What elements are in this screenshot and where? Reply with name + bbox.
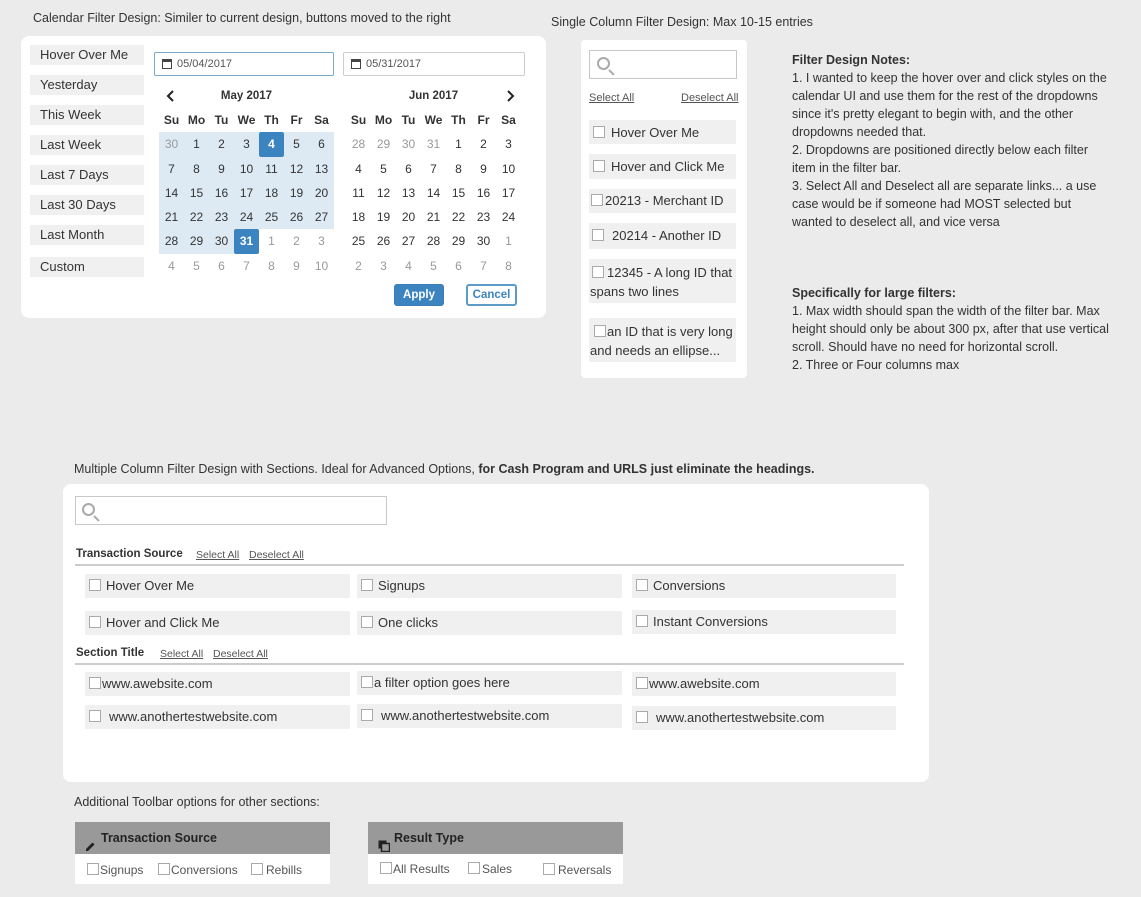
preset-last-7-days[interactable]: Last 7 Days [30, 165, 144, 185]
calendar-day[interactable]: 11 [352, 185, 365, 200]
preset-custom[interactable]: Custom [30, 257, 144, 277]
calendar-day[interactable]: 25 [259, 205, 284, 229]
apply-button[interactable]: Apply [394, 284, 444, 306]
notes-line: 2. Dropdowns are positioned directly below each filter [792, 143, 1088, 157]
calendar-day[interactable]: 27 [309, 205, 334, 229]
calendar-day[interactable]: 27 [401, 234, 416, 249]
calendar-day[interactable]: 4 [405, 258, 412, 273]
section-deselect-all-link[interactable]: Deselect All [213, 648, 268, 660]
calendar-day[interactable]: 7 [480, 258, 487, 273]
notes-line: height should only be about 300 px, after that use vertical [792, 322, 1109, 336]
calendar-day[interactable]: 17 [501, 185, 516, 200]
calendar-day[interactable]: 9 [209, 157, 234, 181]
checkbox[interactable] [361, 616, 373, 628]
calendar-day[interactable]: 30 [209, 229, 234, 253]
multi-list-item[interactable]: www.anothertestwebsite.com [632, 706, 896, 730]
calendar-day[interactable]: 18 [259, 181, 284, 205]
single-deselect-all-link[interactable]: Deselect All [681, 92, 739, 104]
checkbox[interactable] [380, 862, 392, 874]
toolbar-group-title: Result Type [394, 831, 464, 845]
multi-list-item[interactable]: Hover Over Me [85, 574, 350, 598]
multi-list-item[interactable]: One clicks [357, 611, 622, 635]
filter-design-notes [792, 51, 1132, 231]
multi-search-input[interactable] [75, 496, 387, 525]
search-icon [597, 57, 610, 70]
weekday-label: Sa [501, 113, 516, 127]
calendar-day[interactable]: 15 [184, 181, 209, 205]
weekday-label: Su [163, 113, 180, 127]
checkbox[interactable] [87, 863, 99, 875]
caption-plain: Multiple Column Filter Design with Sections. Ideal for Advanced Options, [74, 462, 479, 476]
calendar-day[interactable]: 22 [184, 205, 209, 229]
checkbox[interactable] [594, 325, 606, 337]
calendar-day[interactable]: 3 [318, 234, 325, 249]
notes-line: wanted to deselect all, and vice versa [792, 215, 1000, 229]
checkbox[interactable] [636, 579, 648, 591]
calendar-day[interactable]: 26 [376, 234, 391, 249]
notes-line: case would be if someone had MOST selected but [792, 197, 1072, 211]
calendar-day[interactable]: 28 [426, 234, 441, 249]
preset-hover-over-me[interactable]: Hover Over Me [30, 45, 144, 65]
toolbar-option[interactable]: All Results [380, 862, 450, 876]
start-date-input[interactable] [154, 52, 334, 76]
calendar-day[interactable]: 31 [234, 229, 259, 253]
notes-line: calendar UI and use them for the rest of the dropdowns [792, 89, 1098, 103]
calendar-day[interactable]: 30 [159, 132, 184, 156]
calendar-day[interactable]: 5 [193, 258, 200, 273]
calendar-day[interactable]: 16 [476, 185, 491, 200]
calendar-day[interactable]: 7 [243, 258, 250, 273]
calendar-day[interactable]: 5 [430, 258, 437, 273]
notes-line: scroll. Should have no need for horizontal scroll. [792, 340, 1059, 354]
checkbox[interactable] [636, 711, 648, 723]
calendar-day[interactable]: 5 [284, 132, 309, 156]
calendar-day[interactable]: 8 [268, 258, 275, 273]
month-title-jun: Jun 2017 [408, 90, 459, 102]
calendar-day[interactable]: 16 [209, 181, 234, 205]
calendar-day[interactable]: 12 [284, 157, 309, 181]
list-item-line2: and needs an ellipse... [590, 343, 721, 358]
calendar-day[interactable]: 6 [218, 258, 225, 273]
calendar-day[interactable]: 29 [451, 234, 466, 249]
single-list-item[interactable]: 20214 - Another ID [589, 223, 736, 249]
weekday-label: Mo [374, 113, 393, 127]
calendar-day[interactable]: 6 [455, 258, 462, 273]
single-search-input[interactable] [589, 50, 737, 79]
search-icon [82, 503, 95, 516]
calendar-day[interactable]: 1 [268, 234, 275, 249]
calendar-day[interactable]: 6 [405, 161, 412, 176]
checkbox[interactable] [89, 677, 101, 689]
list-item-line2: spans two lines [590, 284, 679, 299]
notes-line: 1. Max width should span the width of the filter bar. Max [792, 304, 1100, 318]
multi-list-item[interactable]: Instant Conversions [632, 610, 896, 634]
preset-this-week[interactable]: This Week [30, 105, 144, 125]
weekday-label: Sa [314, 113, 329, 127]
calendar-day[interactable]: 1 [505, 234, 512, 249]
calendar-day[interactable]: 17 [234, 181, 259, 205]
calendar-day[interactable]: 25 [351, 234, 366, 249]
toolbar-transaction-source-header[interactable] [75, 822, 330, 854]
calendar-month-jun [346, 108, 521, 278]
calendar-day[interactable]: 4 [168, 258, 175, 273]
checkbox[interactable] [592, 266, 604, 278]
notes-line: item in the filter bar. [792, 161, 902, 175]
checkbox[interactable] [89, 616, 101, 628]
checkbox[interactable] [361, 579, 373, 591]
toolbar-option[interactable]: Signups [87, 863, 143, 877]
cancel-button[interactable]: Cancel [466, 284, 517, 306]
checkbox[interactable] [468, 862, 480, 874]
calendar-day[interactable]: 3 [505, 137, 512, 152]
checkbox[interactable] [158, 863, 170, 875]
caption-bold: for Cash Program and URLS just eliminate the headings. [478, 462, 815, 476]
calendar-day[interactable]: 7 [159, 157, 184, 181]
checkbox[interactable] [592, 229, 604, 241]
section-header-section-title [75, 647, 904, 665]
calendar-day[interactable]: 30 [401, 137, 416, 152]
toolbar-option[interactable]: Sales [468, 862, 512, 876]
calendar-day[interactable]: 9 [480, 161, 487, 176]
checkbox[interactable] [593, 160, 605, 172]
calendar-day[interactable]: 8 [505, 258, 512, 273]
weekday-label: We [237, 113, 256, 127]
notes-line: 3. Select All and Deselect all are separate links... a use [792, 179, 1097, 193]
weekday-label: Su [350, 113, 367, 127]
toolbar-option[interactable]: Conversions [158, 863, 238, 877]
calendar-day[interactable]: 28 [351, 137, 366, 152]
checkbox[interactable] [636, 615, 648, 627]
calendar-day[interactable]: 13 [401, 185, 416, 200]
multi-list-item[interactable]: www.anothertestwebsite.com [357, 704, 622, 728]
multi-list-item[interactable]: www.awebsite.com [632, 672, 896, 696]
multi-list-item[interactable]: www.anothertestwebsite.com [85, 705, 350, 729]
calendar-caption: Calendar Filter Design: Similer to current design, buttons moved to the right [33, 11, 451, 25]
calendar-day[interactable]: 29 [376, 137, 391, 152]
weekday-label: Th [264, 113, 279, 127]
checkbox[interactable] [636, 677, 648, 689]
weekday-label: Fr [290, 113, 303, 127]
toolbar-group-title: Transaction Source [101, 831, 218, 845]
calendar-day[interactable]: 4 [355, 161, 362, 176]
multi-list-item[interactable]: Hover and Click Me [85, 611, 350, 635]
calendar-day[interactable]: 28 [159, 229, 184, 253]
large-notes-title: Specifically for large filters: [792, 286, 956, 300]
calendar-day[interactable]: 1 [184, 132, 209, 156]
calendar-month-may [159, 108, 334, 278]
calendar-day[interactable]: 2 [355, 258, 362, 273]
section-title: Section Title [76, 647, 145, 659]
calendar-day[interactable]: 19 [284, 181, 309, 205]
section-title: Transaction Source [76, 548, 183, 560]
end-date-value: 05/31/2017 [366, 58, 422, 70]
calendar-day[interactable]: 8 [184, 157, 209, 181]
calendar-day[interactable]: 19 [376, 210, 391, 225]
calendar-day[interactable]: 29 [184, 229, 209, 253]
calendar-day[interactable]: 10 [501, 161, 516, 176]
calendar-day[interactable]: 22 [451, 210, 466, 225]
single-list-item[interactable]: an ID that is very long and needs an ellipse... [589, 318, 736, 362]
calendar-day[interactable]: 10 [234, 157, 259, 181]
calendar-day[interactable]: 21 [159, 205, 184, 229]
calendar-day[interactable]: 11 [259, 157, 284, 181]
preset-yesterday[interactable]: Yesterday [30, 75, 144, 95]
calendar-icon [351, 59, 361, 69]
calendar-day[interactable]: 30 [476, 234, 491, 249]
multi-list-item[interactable]: www.awebsite.com [85, 672, 350, 696]
section-header-transaction-source [75, 548, 904, 566]
calendar-day[interactable]: 4 [259, 132, 284, 156]
weekday-label: Fr [477, 113, 490, 127]
section-deselect-all-link[interactable]: Deselect All [249, 549, 304, 561]
calendar-day[interactable]: 10 [314, 258, 329, 273]
calendar-day[interactable]: 13 [309, 157, 334, 181]
checkbox[interactable] [89, 710, 101, 722]
calendar-day[interactable]: 3 [380, 258, 387, 273]
toolbar-caption: Additional Toolbar options for other sections: [74, 795, 320, 809]
single-list-item[interactable]: Hover Over Me [589, 120, 736, 144]
calendar-day[interactable]: 20 [309, 181, 334, 205]
notes-line: dropdowns needed that. [792, 125, 927, 139]
multi-list-item[interactable]: Signups [357, 574, 622, 598]
preset-last-month[interactable]: Last Month [30, 225, 144, 245]
section-select-all-link[interactable]: Select All [196, 549, 240, 561]
end-date-input[interactable] [343, 52, 525, 76]
large-filter-notes [792, 284, 1132, 374]
section-select-all-link[interactable]: Select All [160, 648, 204, 660]
single-list-item[interactable]: Hover and Click Me [589, 154, 736, 179]
toolbar-option[interactable]: Reversals [543, 863, 611, 877]
calendar-day[interactable]: 9 [293, 258, 300, 273]
weekday-label: Tu [214, 113, 229, 127]
checkbox[interactable] [361, 709, 373, 721]
checkbox[interactable] [361, 676, 373, 688]
calendar-day[interactable]: 6 [309, 132, 334, 156]
calendar-day[interactable]: 7 [430, 161, 437, 176]
month-title-may: May 2017 [220, 90, 273, 102]
calendar-day[interactable]: 26 [284, 205, 309, 229]
weekday-label: Tu [401, 113, 416, 127]
calendar-day[interactable]: 23 [476, 210, 491, 225]
calendar-day[interactable]: 2 [293, 234, 300, 249]
checkbox[interactable] [591, 194, 603, 206]
multi-column-caption [74, 462, 815, 476]
calendar-day[interactable]: 8 [455, 161, 462, 176]
checkbox[interactable] [251, 863, 263, 875]
calendar-day[interactable]: 24 [501, 210, 516, 225]
calendar-day[interactable]: 14 [159, 181, 184, 205]
toolbar-result-type-header[interactable] [368, 822, 623, 854]
weekday-label: We [424, 113, 443, 127]
toolbar-option[interactable]: Rebills [251, 863, 302, 877]
calendar-day[interactable]: 31 [426, 137, 441, 152]
calendar-day[interactable]: 1 [455, 137, 462, 152]
calendar-day[interactable]: 5 [380, 161, 387, 176]
preset-last-30-days[interactable]: Last 30 Days [30, 195, 144, 215]
calendar-day[interactable]: 21 [426, 210, 441, 225]
notes-line: 1. I wanted to keep the hover over and click styles on the [792, 71, 1107, 85]
calendar-day[interactable]: 3 [234, 132, 259, 156]
checkbox[interactable] [543, 863, 555, 875]
calendar-day[interactable]: 15 [451, 185, 466, 200]
checkbox[interactable] [89, 579, 101, 591]
calendar-day[interactable]: 2 [209, 132, 234, 156]
notes-line: since it's pretty elegant to begin with, and the other [792, 107, 1074, 121]
multi-list-item[interactable]: Conversions [632, 574, 896, 598]
checkbox[interactable] [593, 126, 605, 138]
preset-last-week[interactable]: Last Week [30, 135, 144, 155]
calendar-day[interactable]: 14 [426, 185, 441, 200]
calendar-day[interactable]: 18 [351, 210, 366, 225]
start-date-value: 05/04/2017 [177, 58, 233, 70]
calendar-day[interactable]: 24 [234, 205, 259, 229]
single-select-all-link[interactable]: Select All [589, 92, 635, 104]
notes-line: 2. Three or Four columns max [792, 358, 960, 372]
weekday-label: Th [451, 113, 466, 127]
multi-list-item[interactable]: a filter option goes here [357, 671, 622, 695]
single-column-caption: Single Column Filter Design: Max 10-15 entries [551, 15, 813, 29]
calendar-day[interactable]: 23 [209, 205, 234, 229]
single-list-item[interactable]: 12345 - A long ID that spans two lines [589, 259, 736, 303]
weekday-label: Mo [187, 113, 206, 127]
calendar-day[interactable]: 20 [401, 210, 416, 225]
calendar-day[interactable]: 12 [376, 185, 391, 200]
calendar-day[interactable]: 2 [480, 137, 487, 152]
calendar-icon [162, 59, 172, 69]
notes-title: Filter Design Notes: [792, 53, 911, 67]
single-list-item[interactable]: 20213 - Merchant ID [589, 189, 736, 213]
